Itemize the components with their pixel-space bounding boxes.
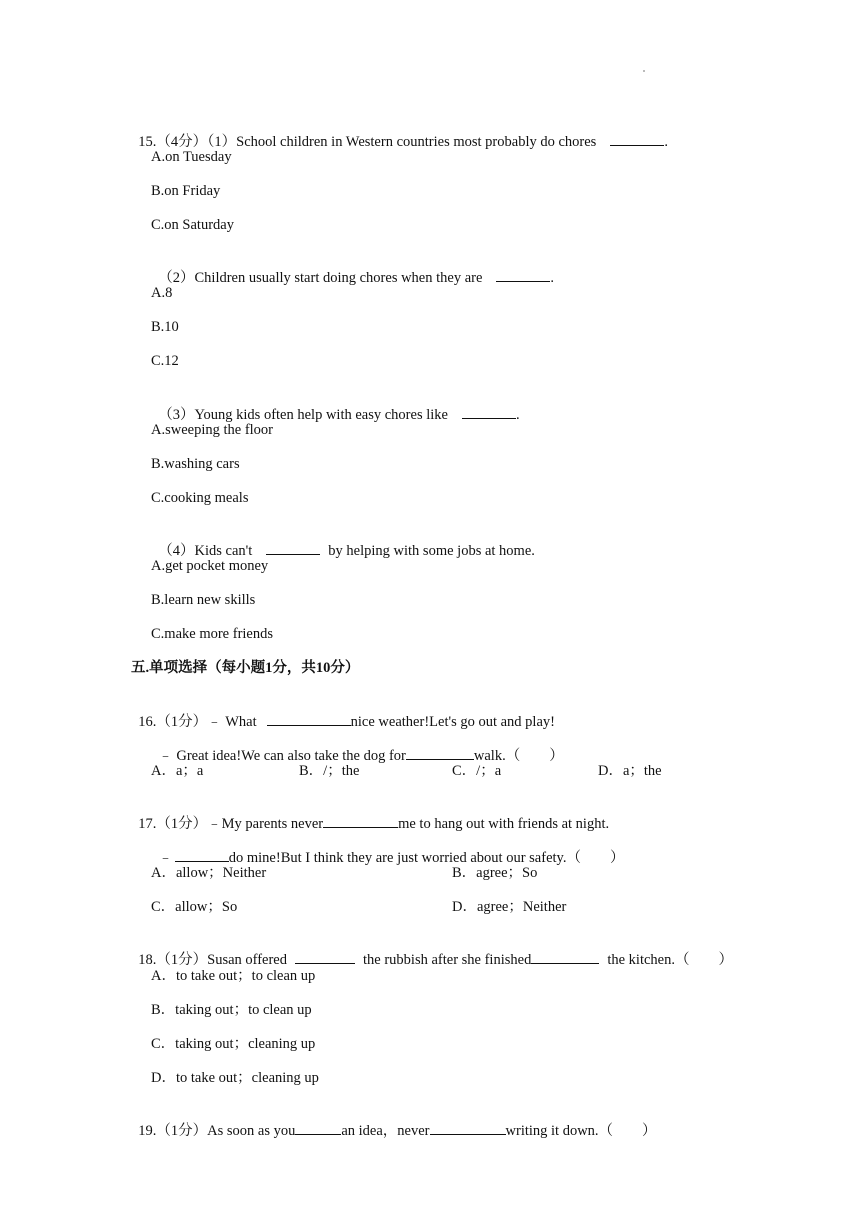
q15-p3-option-a: A.sweeping the floor <box>151 422 274 438</box>
q16-line2 <box>151 728 564 765</box>
q15-part3-text: （3）Young kids often help with easy chores like <box>158 407 448 423</box>
q17-option-c: C．allow；So <box>151 899 238 915</box>
answer-blank <box>462 405 516 419</box>
q19-pre: 19.（1分）As soon as you <box>138 1123 296 1139</box>
q16-line1-pre: 16.（1分）﹣ What <box>138 714 257 730</box>
q18-option-c: C．taking out；cleaning up <box>151 1036 316 1052</box>
answer-blank <box>531 950 599 964</box>
q16-option-a: A．a；a <box>151 763 204 779</box>
q19-line1 <box>131 1103 657 1140</box>
q15-part2-end: . <box>550 270 555 286</box>
answer-blank <box>430 1121 506 1135</box>
q15-p2-option-a: A.8 <box>151 285 173 301</box>
answer-blank <box>610 132 664 146</box>
q18-line1-mid: the rubbish after she finished <box>363 952 532 968</box>
q18-option-a: A．to take out；to clean up <box>151 968 316 984</box>
answer-blank <box>266 541 320 555</box>
q15-part4-post: by helping with some jobs at home. <box>328 543 535 559</box>
q17-option-a: A．allow；Neither <box>151 865 267 881</box>
q16-option-b: B．/；the <box>299 763 360 779</box>
answer-blank <box>496 268 550 282</box>
q16-line1 <box>131 694 555 731</box>
q15-p4-option-a: A.get pocket money <box>151 558 269 574</box>
q15-p3-option-b: B.washing cars <box>151 456 240 472</box>
q17-line1-post: me to hang out with friends at night. <box>398 816 610 832</box>
q16-line1-post: nice weather!Let's go out and play! <box>350 714 555 730</box>
q16-line2-post: walk.（ ） <box>473 748 564 764</box>
q15-part4 <box>151 523 535 560</box>
q18-line1-post: the kitchen.（ ） <box>607 952 733 968</box>
q17-option-d: D．agree；Neither <box>452 899 567 915</box>
section-title: 五.单项选择（每小题1分，共10分） <box>131 660 360 676</box>
q15-part4-pre: （4）Kids can't <box>158 543 253 559</box>
scan-speck <box>643 70 645 72</box>
q16-line2-pre: ﹣ Great idea!We can also take the dog for <box>158 748 406 764</box>
answer-blank <box>295 1121 341 1135</box>
q15-p3-option-c: C.cooking meals <box>151 490 249 506</box>
q15-stem <box>131 114 668 151</box>
q15-p2-option-c: C.12 <box>151 353 179 369</box>
q15-part3 <box>151 387 520 424</box>
q15-part2 <box>151 250 554 287</box>
q15-p2-option-b: B.10 <box>151 319 179 335</box>
answer-blank <box>267 712 351 726</box>
q16-option-d: D．a；the <box>598 763 662 779</box>
q15-part3-end: . <box>515 407 520 423</box>
q18-option-b: B．taking out；to clean up <box>151 1002 312 1018</box>
q15-part2-text: （2）Children usually start doing chores when they are <box>158 270 483 286</box>
q18-line1 <box>131 932 733 969</box>
answer-blank <box>175 848 229 862</box>
q15-stem-end: . <box>664 134 668 150</box>
q19-mid: an idea，never <box>341 1123 430 1139</box>
q17-line2 <box>151 830 624 867</box>
q18-line1-pre: 18.（1分）Susan offered <box>138 952 287 968</box>
q17-line1-pre: 17.（1分）﹣My parents never <box>138 816 324 832</box>
q18-option-d: D．to take out；cleaning up <box>151 1070 319 1086</box>
answer-blank <box>406 746 474 760</box>
q17-line2-post: do mine!But I think they are just worried about our safety.（ ） <box>228 850 625 866</box>
q15-p4-option-b: B.learn new skills <box>151 592 256 608</box>
q17-line2-pre: ﹣ <box>158 850 173 866</box>
q15-p4-option-c: C.make more friends <box>151 626 274 642</box>
q15-p1-option-b: B.on Friday <box>151 183 221 199</box>
answer-blank <box>295 950 355 964</box>
q15-stem-text: 15.（4分）（1）School children in Western countries most probably do chores <box>138 134 597 150</box>
q16-option-c: C．/；a <box>452 763 502 779</box>
q15-p1-option-c: C.on Saturday <box>151 217 234 233</box>
q17-line1 <box>131 796 609 833</box>
q17-option-b: B．agree；So <box>452 865 538 881</box>
q19-post: writing it down.（ ） <box>505 1123 657 1139</box>
answer-blank <box>323 814 398 828</box>
q15-p1-option-a: A.on Tuesday <box>151 149 232 165</box>
